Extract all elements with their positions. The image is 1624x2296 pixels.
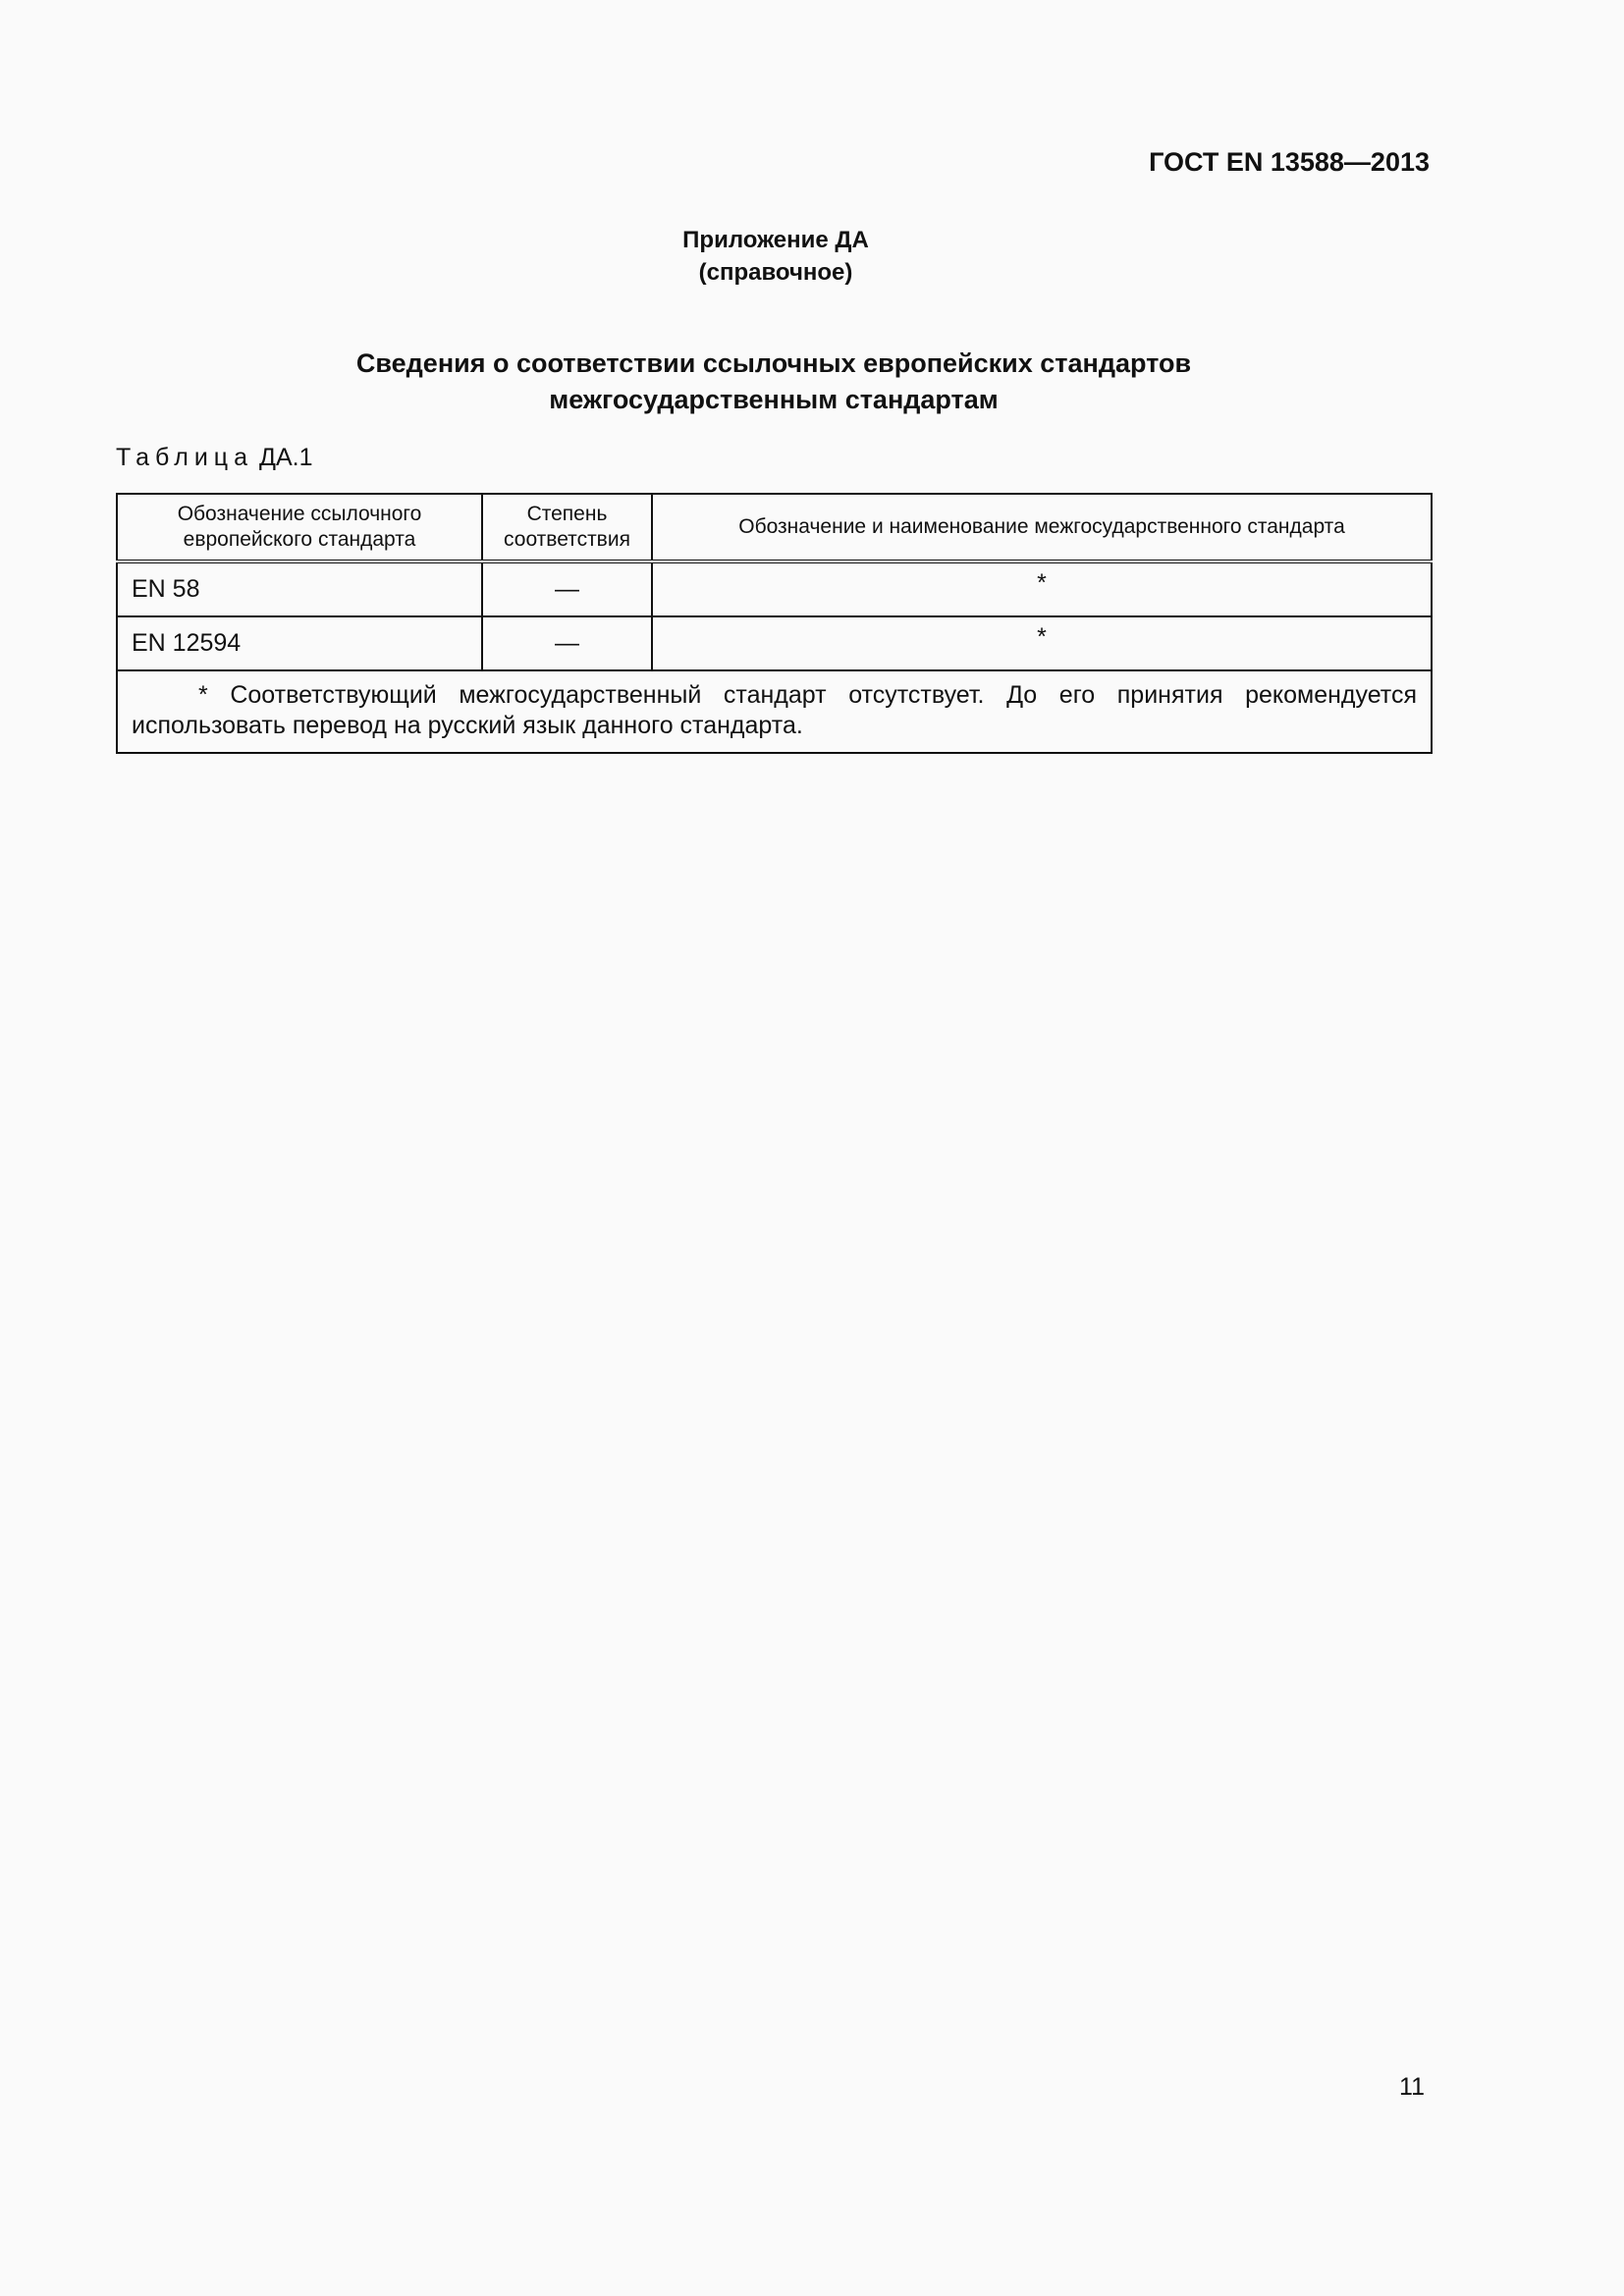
appendix-subtitle: (справочное) bbox=[698, 259, 853, 286]
page-number: 11 bbox=[1399, 2073, 1425, 2101]
table-caption-number: ДА.1 bbox=[259, 444, 313, 471]
table-note-row bbox=[117, 670, 1432, 753]
section-title bbox=[0, 346, 1547, 418]
section-title-line-1: Сведения о соответствии ссылочных европейских стандартов bbox=[355, 348, 1192, 378]
header-interstate-standard: Обозначение и наименование межгосударственного стандарта bbox=[652, 494, 1432, 561]
table-note-text: * Соответствующий межгосударственный стандарт отсутствует. До его принятия рекомендуется использовать перевод на русский язык данного стандарта. bbox=[132, 681, 1417, 739]
appendix-heading bbox=[0, 224, 1551, 289]
table-caption-prefix: Таблица bbox=[116, 444, 254, 471]
cell-standard: EN 12594 bbox=[117, 616, 482, 670]
table-row bbox=[117, 561, 1432, 616]
table-header-row bbox=[117, 494, 1432, 561]
cell-degree: — bbox=[482, 616, 652, 670]
appendix-title: Приложение ДА bbox=[682, 227, 869, 253]
correspondence-table bbox=[116, 493, 1433, 754]
document-code: ГОСТ EN 13588—2013 bbox=[1149, 147, 1430, 177]
header-degree: Степень соответствия bbox=[482, 494, 652, 561]
cell-degree: — bbox=[482, 561, 652, 616]
table-note bbox=[117, 670, 1432, 753]
section-title-line-2: межгосударственным стандартам bbox=[549, 385, 999, 414]
cell-interstate: * bbox=[652, 561, 1432, 616]
header-european-standard: Обозначение ссылочного европейского стандарта bbox=[117, 494, 482, 561]
table-row bbox=[117, 616, 1432, 670]
cell-interstate: * bbox=[652, 616, 1432, 670]
table-caption bbox=[116, 444, 313, 472]
cell-standard: EN 58 bbox=[117, 561, 482, 616]
